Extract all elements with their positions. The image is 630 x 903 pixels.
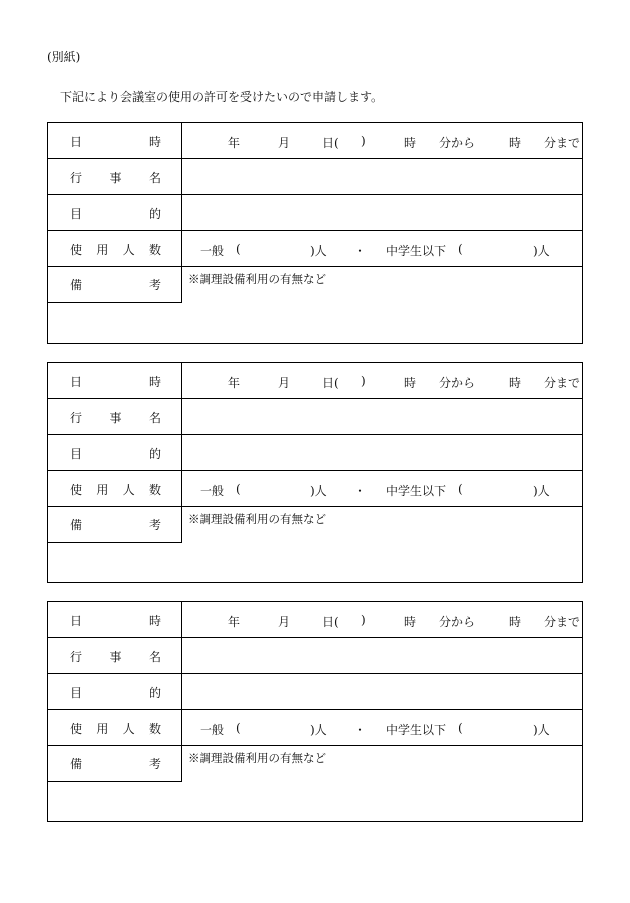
datetime-value[interactable]: 年 月 日( ) 時 分から 時 分まで	[228, 374, 581, 390]
purpose-row	[48, 195, 582, 231]
remarks-label: 備 考	[48, 746, 182, 782]
purpose-value[interactable]	[182, 195, 582, 231]
event-label: 行 事 名	[48, 159, 182, 195]
users-value[interactable]: 一般 ( )人 ・ 中学生以下 ( )人	[200, 482, 550, 498]
remarks-note: ※調理設備利用の有無など	[188, 751, 326, 765]
datetime-row	[48, 602, 582, 638]
users-value[interactable]: 一般 ( )人 ・ 中学生以下 ( )人	[200, 721, 550, 737]
event-label: 行 事 名	[48, 399, 182, 435]
event-value[interactable]	[182, 638, 582, 674]
users-label: 使 用 人 数	[48, 710, 182, 746]
users-label: 使 用 人 数	[48, 471, 182, 507]
purpose-label: 目 的	[48, 435, 182, 471]
application-form-2	[47, 362, 583, 583]
event-row	[48, 399, 582, 435]
application-form-1	[47, 122, 583, 344]
remarks-note: ※調理設備利用の有無など	[188, 512, 326, 526]
purpose-label: 目 的	[48, 674, 182, 710]
users-value[interactable]: 一般 ( )人 ・ 中学生以下 ( )人	[200, 242, 550, 258]
datetime-label: 日 時	[48, 363, 182, 399]
users-label: 使 用 人 数	[48, 231, 182, 267]
remarks-note: ※調理設備利用の有無など	[188, 272, 326, 286]
purpose-row	[48, 674, 582, 710]
datetime-label: 日 時	[48, 123, 182, 159]
users-row	[48, 710, 582, 746]
purpose-value[interactable]	[182, 674, 582, 710]
intro-text: 下記により会議室の使用の許可を受けたいので申請します。	[60, 90, 384, 104]
purpose-value[interactable]	[182, 435, 582, 471]
event-row	[48, 638, 582, 674]
users-row	[48, 471, 582, 507]
datetime-row	[48, 363, 582, 399]
event-row	[48, 159, 582, 195]
event-label: 行 事 名	[48, 638, 182, 674]
remarks-label: 備 考	[48, 267, 182, 303]
doc-label: (別紙)	[47, 50, 81, 64]
event-value[interactable]	[182, 159, 582, 195]
datetime-value[interactable]: 年 月 日( ) 時 分から 時 分まで	[228, 134, 581, 150]
event-value[interactable]	[182, 399, 582, 435]
purpose-row	[48, 435, 582, 471]
users-row	[48, 231, 582, 267]
datetime-value[interactable]: 年 月 日( ) 時 分から 時 分まで	[228, 613, 581, 629]
remarks-label: 備 考	[48, 507, 182, 543]
datetime-row	[48, 123, 582, 159]
application-form-3	[47, 601, 583, 822]
datetime-label: 日 時	[48, 602, 182, 638]
purpose-label: 目 的	[48, 195, 182, 231]
